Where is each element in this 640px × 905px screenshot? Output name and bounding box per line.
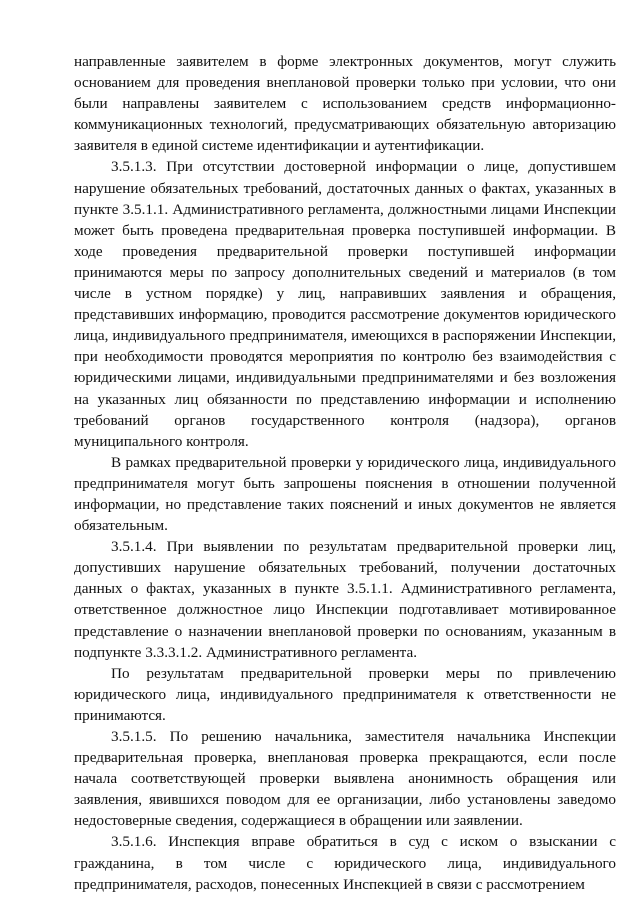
- paragraph-no-liability-measures: По результатам предварительной проверки меры по привлечению юридического лица, индивидуального предпринимателя к ответственности не принимаются.: [74, 664, 616, 724]
- paragraph-3-5-1-6: 3.5.1.6. Инспекция вправе обратиться в суд с иском о взыскании с гражданина, в том числе с юридического лица, индивидуального предпринимателя, расходов, понесенных Инспекцией в связи с рассмотрением: [74, 833, 616, 893]
- paragraph-preliminary-check-explanations: В рамках предварительной проверки у юридического лица, индивидуального предпринимателя могут быть запрошены пояснения в отношении полученной информации, но представление таких пояснений и иных документов не является обязательным.: [74, 453, 616, 535]
- paragraph-continuation: направленные заявителем в форме электронных документов, могут служить основанием для проведения внеплановой проверки только при условии, что они были направлены заявителем с использованием средств информационно-коммуникационных технологий, предусматривающих обязательную авторизацию заявителя в единой системе идентификации и аутентификации.: [74, 53, 616, 155]
- document-body: [74, 51, 616, 895]
- paragraph-3-5-1-3: 3.5.1.3. При отсутствии достоверной информации о лице, допустившем нарушение обязательных требований, достаточных данных о фактах, указанных в пункте 3.5.1.1. Административного регламента, должностными лицами Инспекции может быть проведена предварительная проверка поступившей информации. В ходе проведения предварительной проверки поступившей информации принимаются меры по запросу дополнительных сведений и материалов (в том числе в устном порядке) у лиц, направивших заявления и обращения, представивших информацию, проводится рассмотрение документов юридического лица, индивидуального предпринимателя, имеющихся в распоряжении Инспекции, при необходимости проводятся мероприятия по контролю без взаимодействия с юридическими лицами, индивидуальными предпринимателями и без возложения на указанных лиц обязанности по представлению информации и исполнению требований органов государственного контроля (надзора), органов муниципального контроля.: [74, 158, 616, 450]
- paragraph-3-5-1-4: 3.5.1.4. При выявлении по результатам предварительной проверки лиц, допустивших нарушение обязательных требований, получении достаточных данных о фактах, указанных в пункте 3.5.1.1. Административного регламента, ответственное должностное лицо Инспекции подготавливает мотивированное представление о назначении внеплановой проверки по основаниям, указанным в подпункте 3.3.3.1.2. Административного регламента.: [74, 538, 616, 661]
- paragraph-3-5-1-5: 3.5.1.5. По решению начальника, заместителя начальника Инспекции предварительная проверка, внеплановая проверка прекращаются, если после начала соответствующей проверки выявлена анонимность обращения или заявления, явившихся поводом для ее организации, либо установлены заведомо недостоверные сведения, содержащиеся в обращении или заявлении.: [74, 728, 616, 830]
